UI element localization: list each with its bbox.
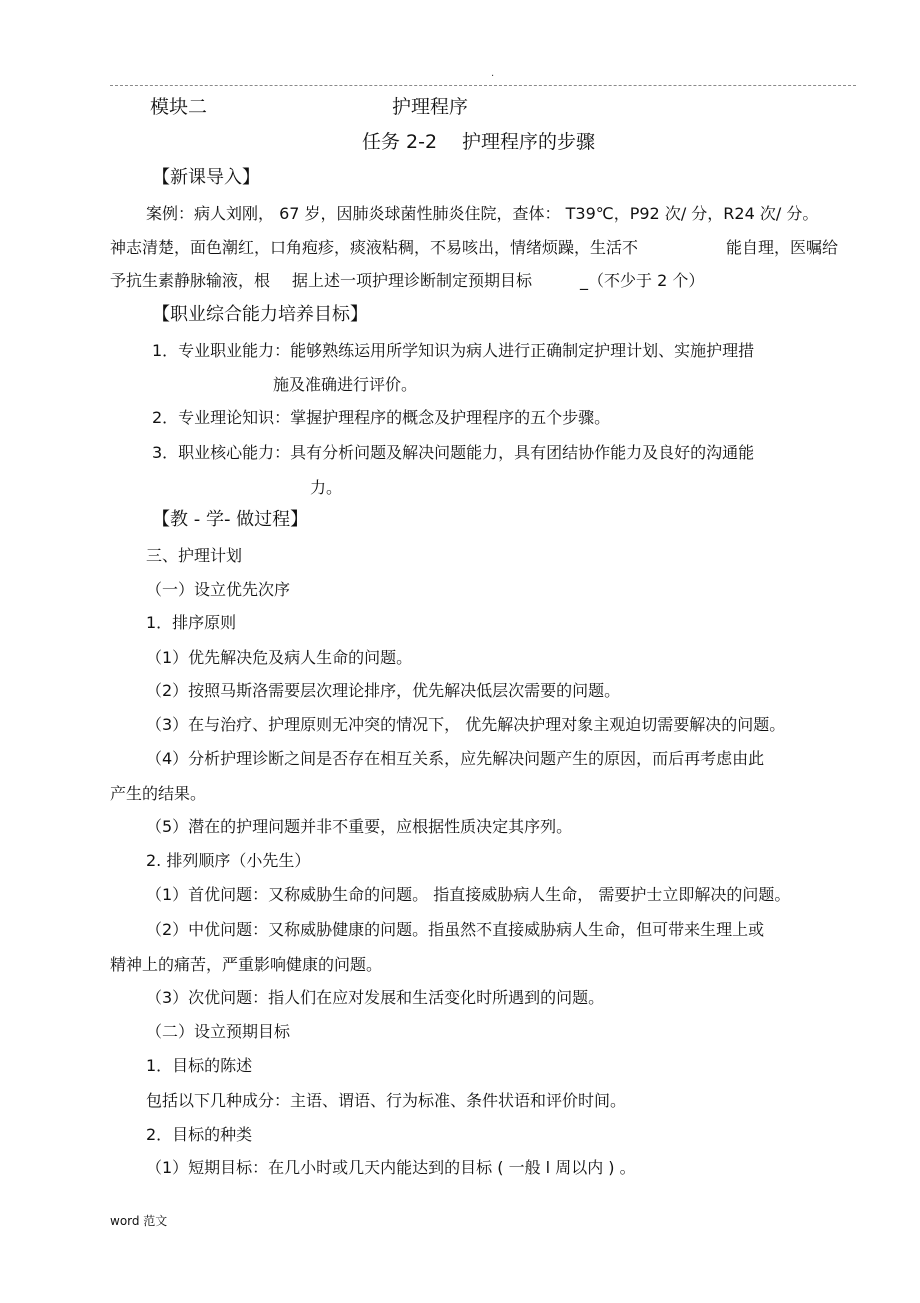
case-line-2b: 能自理，医嘱给 — [726, 238, 839, 257]
module-label: 模块二 — [150, 96, 208, 118]
plan-heading: 三、护理计划 — [146, 546, 243, 565]
order-2: （2）中优问题：又称威胁健康的问题。指虽然不直接威胁病人生命，但可带来生理上或 — [146, 920, 765, 939]
principle-5: （5）潜在的护理问题并非不重要，应根据性质决定其序列。 — [146, 817, 573, 836]
goal-statement-heading: 1．目标的陈述 — [146, 1056, 253, 1075]
goal-3: 3．职业核心能力：具有分析问题及解决问题能力，具有团结协作能力及良好的沟通能 — [152, 443, 755, 462]
header-dot: . — [491, 68, 495, 79]
module-name: 护理程序 — [392, 96, 469, 118]
process-heading: 【教 - 学- 做过程】 — [152, 509, 309, 530]
goal-1: 1．专业职业能力：能够熟练运用所学知识为病人进行正确制定护理计划、实施护理措 — [152, 341, 755, 360]
intro-heading: 【新课导入】 — [152, 167, 260, 188]
goal-1-cont: 施及准确进行评价。 — [273, 375, 418, 394]
goals-heading: 【职业综合能力培养目标】 — [152, 304, 368, 325]
goal-3-cont: 力。 — [310, 478, 343, 497]
order-2-cont: 精神上的痛苦，严重影响健康的问题。 — [110, 955, 383, 974]
principle-4-cont: 产生的结果。 — [110, 784, 207, 803]
case-line-3b: 据上述一项护理诊断制定预期目标 — [292, 271, 533, 290]
priority-heading: （一）设立优先次序 — [146, 580, 291, 599]
footer-label: word 范文 — [110, 1214, 168, 1228]
order-heading: 2. 排列顺序（小先生） — [146, 851, 311, 870]
sort-principle-heading: 1．排序原则 — [146, 613, 237, 632]
header-rule — [110, 85, 856, 86]
goal-kind-heading: 2．目标的种类 — [146, 1125, 253, 1144]
task-label: 任务 2-2 — [362, 131, 438, 153]
principle-2: （2）按照马斯洛需要层次理论排序，优先解决低层次需要的问题。 — [146, 681, 621, 700]
order-3: （3）次优问题：指人们在应对发展和生活变化时所遇到的问题。 — [146, 988, 605, 1007]
task-name: 护理程序的步骤 — [462, 131, 596, 153]
goal-2: 2．专业理论知识：掌握护理程序的概念及护理程序的五个步骤。 — [152, 408, 611, 427]
expected-goal-heading: （二）设立预期目标 — [146, 1022, 291, 1041]
case-line-1: 案例：病人刘刚， 67 岁，因肺炎球菌性肺炎住院，查体： T39℃，P92 次/ 分，R24 次/ 分。 — [146, 204, 819, 223]
goal-statement-text: 包括以下几种成分：主语、谓语、行为标准、条件状语和评价时间。 — [146, 1091, 627, 1110]
case-line-2a: 神志清楚，面色潮红，口角疱疹，痰液粘稠，不易咳出，情绪烦躁，生活不 — [110, 238, 639, 257]
short-term-goal: （1）短期目标：在几小时或几天内能达到的目标 ( 一般 l 周以内 ) 。 — [146, 1158, 636, 1177]
case-line-3c: _（不少于 2 个） — [580, 271, 705, 290]
principle-3: （3）在与治疗、护理原则无冲突的情况下， 优先解决护理对象主观迫切需要解决的问题。 — [146, 715, 786, 734]
principle-4: （4）分析护理诊断之间是否存在相互关系，应先解决问题产生的原因，而后再考虑由此 — [146, 749, 765, 768]
principle-1: （1）优先解决危及病人生命的问题。 — [146, 648, 413, 667]
order-1: （1）首优问题：又称威胁生命的问题。 指直接威胁病人生命， 需要护士立即解决的问题。 — [146, 885, 791, 904]
case-line-3a: 予抗生素静脉输液，根 — [110, 271, 271, 290]
